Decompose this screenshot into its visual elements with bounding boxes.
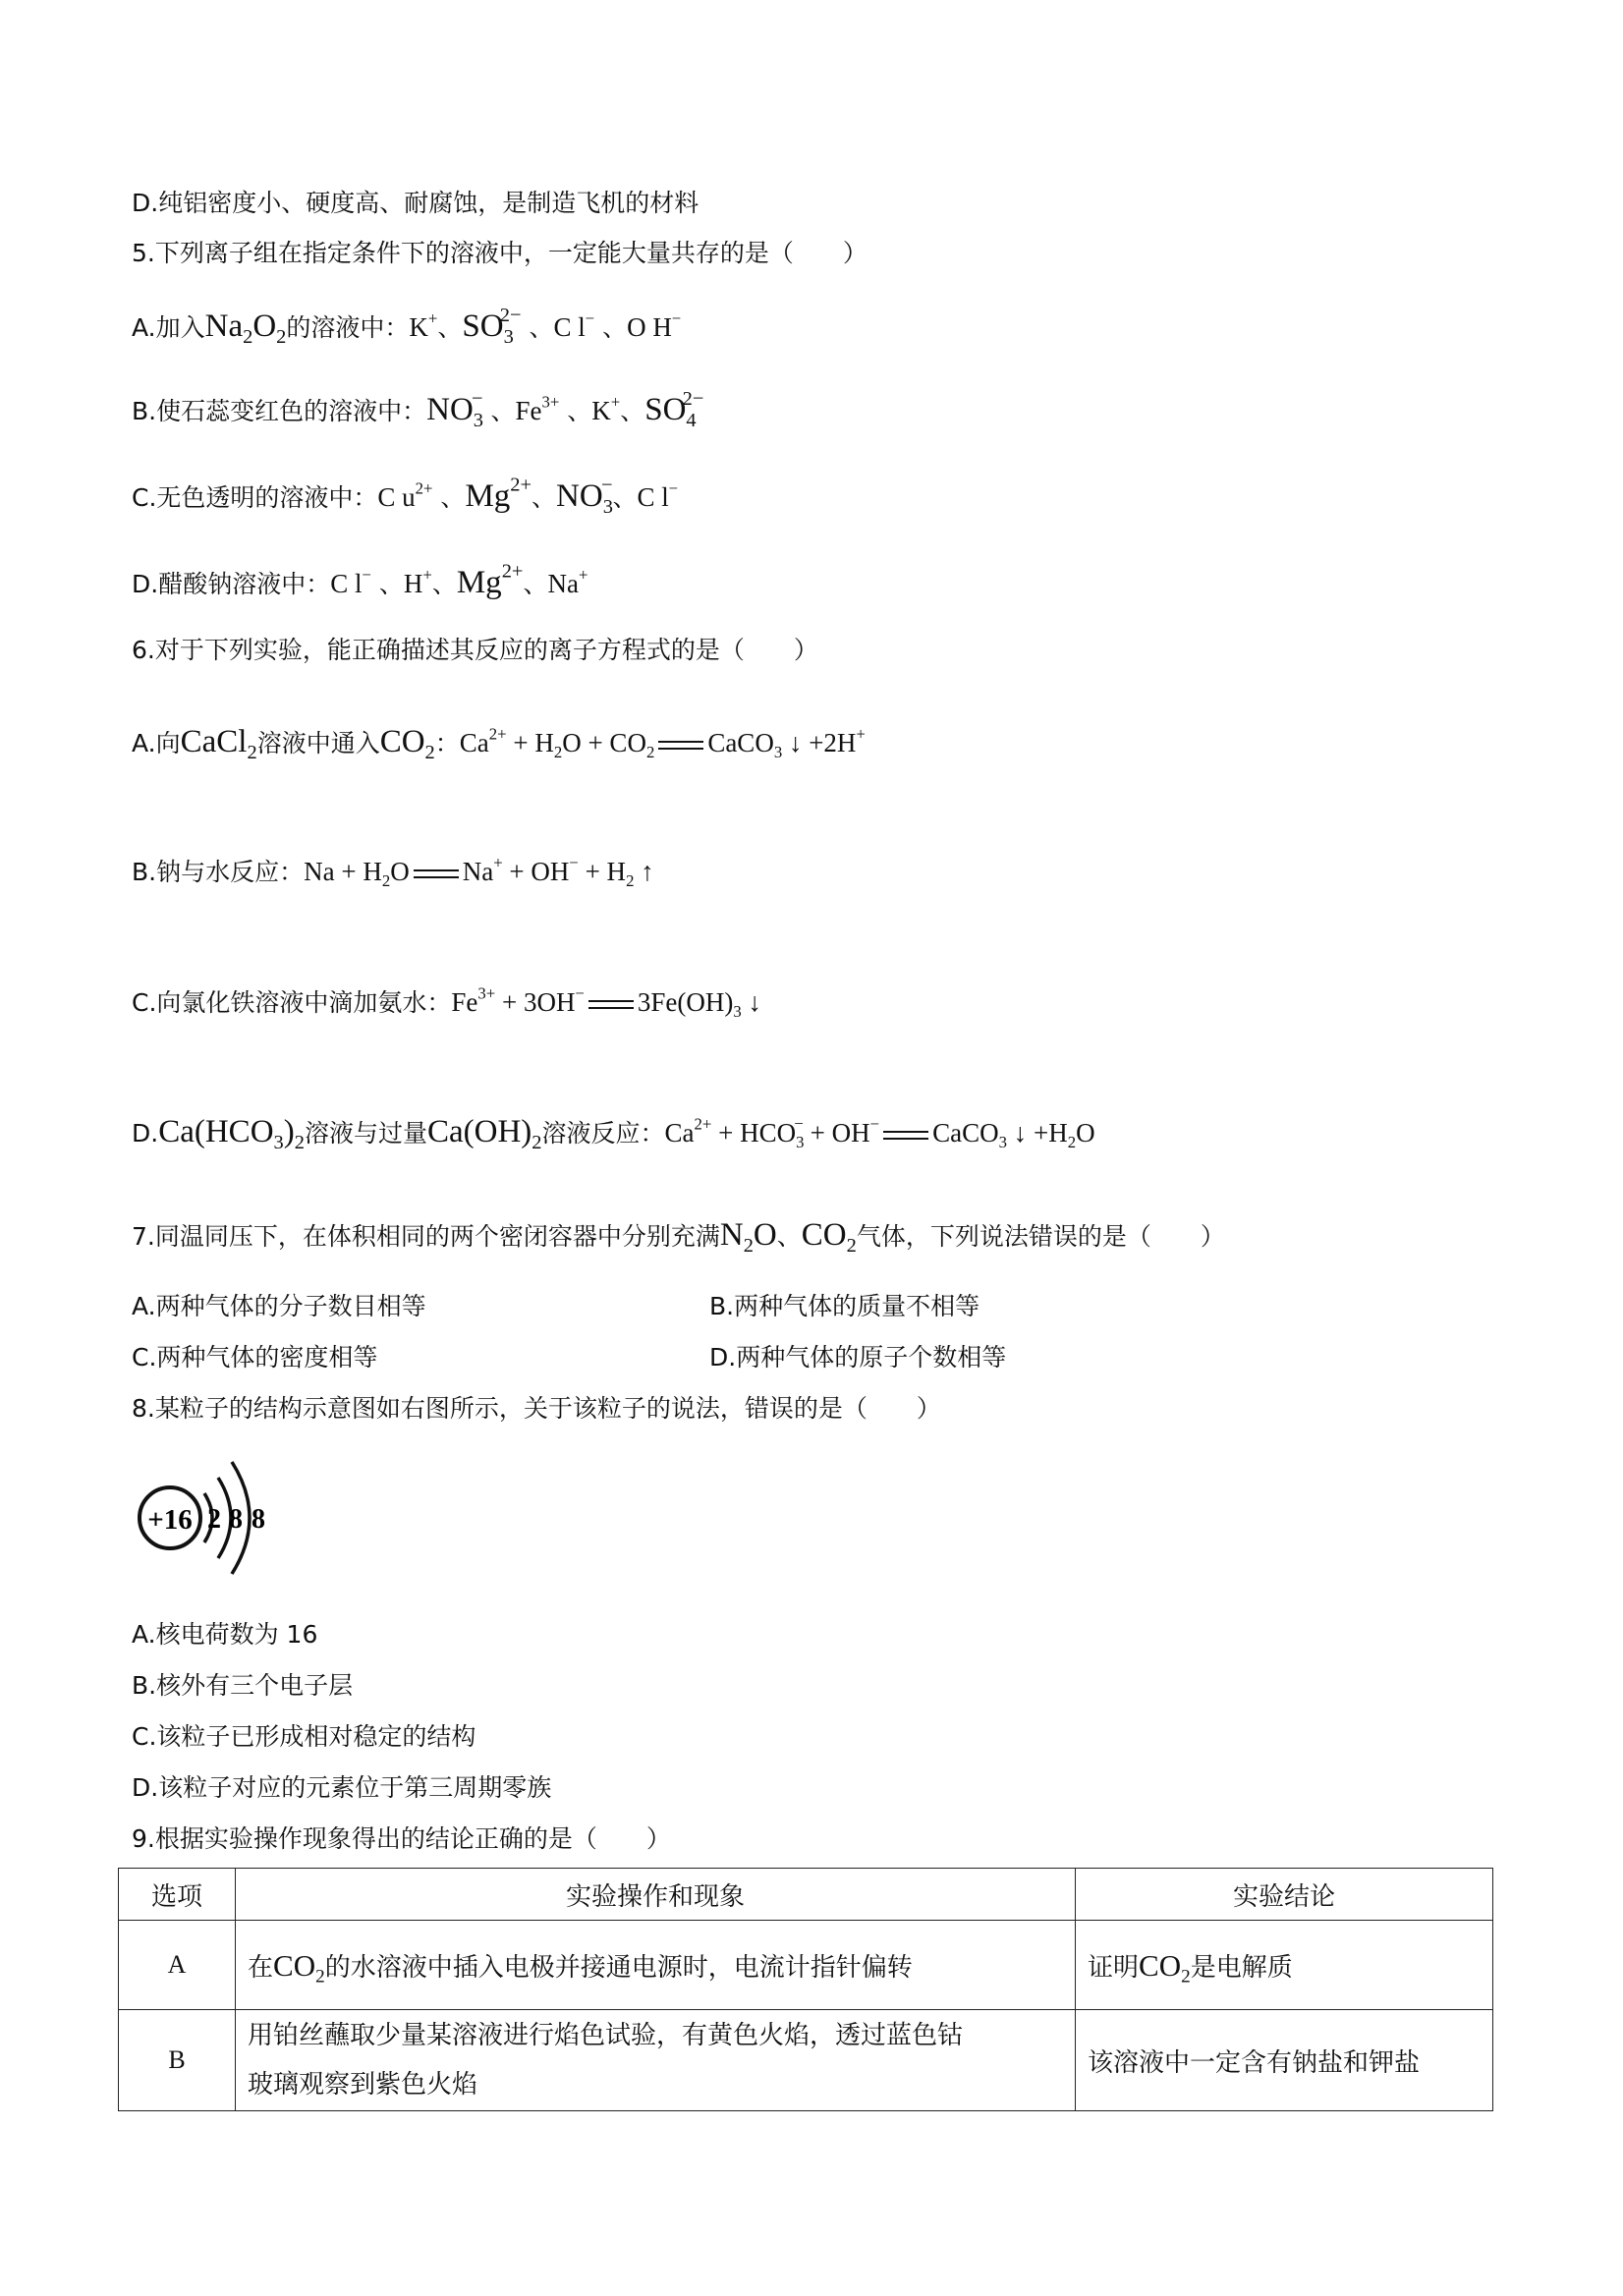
q5-b-prefix: B.使石蕊变红色的溶液中：	[132, 397, 427, 425]
row-b-conclusion: 该溶液中一定含有钠盐和钾盐	[1076, 2010, 1493, 2111]
q6-a-prefix: A.向	[132, 729, 181, 757]
nucleus-charge: +16	[147, 1504, 193, 1536]
q6-option-d: $D.Ca(HCO_3)_2$溶液与过量$Ca(OH)_2$溶液反应：$Ca^{2+} + HCO_3^- + OH^-$ CaCO$_3$ ↓ $+H_2O$	[132, 1114, 1095, 1154]
row-b-operation: 用铂丝蘸取少量某溶液进行焰色试验，有黄色火焰，透过蓝色钴 玻璃观察到紫色火焰	[236, 2010, 1076, 2111]
q6-d-prefix: D.	[132, 1119, 159, 1148]
q5-option-b: B.使石蕊变红色的溶液中：$NO_3^-$ 、$Fe^{3+}$ 、K+、$SO_4^{2-}$	[132, 387, 704, 432]
row-a-option: A	[119, 1921, 236, 2010]
q5-option-d: D.醋酸钠溶液中：C l− 、H+、$Mg^{2+}$、Na+	[132, 560, 588, 600]
q6-option-b	[132, 855, 654, 889]
row-b-option: B	[119, 2010, 236, 2111]
q5-option-a: A.加入$Na_2O_2$的溶液中：K+、$SO_3^{2-}$ 、C l− 、O H−	[132, 304, 682, 349]
q6-option-c	[132, 985, 761, 1020]
q5-a-mid: 的溶液中：	[286, 313, 410, 342]
header-operation: 实验操作和现象	[236, 1869, 1076, 1921]
q9-stem: 9.根据实验操作现象得出的结论正确的是（ ）	[132, 1824, 671, 1853]
q6-stem: 6.对于下列实验，能正确描述其反应的离子方程式的是（ ）	[132, 636, 818, 664]
q6-d-mid1: 溶液与过量	[304, 1119, 427, 1148]
q7-option-b: B.两种气体的质量不相等	[709, 1292, 980, 1320]
q7-stem: 7.同温同压下，在体积相同的两个密闭容器中分别充满$N_2O$、$CO_2$气体，下列说法错误的是（ ）	[132, 1217, 1225, 1258]
q7-stem-sep: 、	[776, 1222, 802, 1251]
formula-na2o2: $Na_2O_2$	[204, 308, 287, 349]
q5-c-prefix: C.无色透明的溶液中：	[132, 483, 378, 512]
q6-option-a: A.向CaCl$_2$溶液中通入$CO_2$：$Ca^{2+} + H_2O + CO_2$ CaCO$_3$ ↓ +2H+	[132, 724, 866, 764]
row-a-operation: 在$CO_2$的水溶液中插入电极并接通电源时，电流计指针偏转	[236, 1921, 1076, 2010]
shell-3-electrons: 8	[252, 1504, 265, 1535]
q6-b-prefix: B.钠与水反应：	[132, 858, 305, 886]
q6-c-equation: $Fe^{3+} + 3OH^-$ $3Fe(OH)_3$ ↓	[451, 983, 762, 1021]
header-conclusion: 实验结论	[1076, 1869, 1493, 1921]
q6-b-equation: $Na + H_2O$ $Na^+ + OH^- + H_2$ ↑	[304, 853, 654, 890]
q5-stem: 5.下列离子组在指定条件下的溶液中，一定能大量共存的是（ ）	[132, 239, 867, 267]
shell-2-electrons: 8	[229, 1504, 243, 1535]
q6-d-equation: $Ca^{2+} + HCO_3^- + OH^-$ CaCO$_3$ ↓ $+H_2O$	[664, 1114, 1095, 1151]
q6-a-mid2: ：	[434, 729, 460, 757]
q7-option-d: D.两种气体的原子个数相等	[709, 1343, 1007, 1372]
atomic-structure-diagram	[134, 1442, 281, 1599]
q7-stem-prefix: 7.同温同压下，在体积相同的两个密闭容器中分别充满	[132, 1222, 720, 1251]
shell-1-electrons: 2	[207, 1504, 221, 1535]
q6-a-mid1: 溶液中通入	[256, 729, 380, 757]
q6-c-prefix: C.向氯化铁溶液中滴加氨水：	[132, 988, 452, 1017]
table-header-row	[119, 1869, 1493, 1921]
q6-d-mid2: 溶液反应：	[541, 1119, 665, 1148]
header-option: 选项	[119, 1869, 236, 1921]
q7-option-c: C.两种气体的密度相等	[132, 1343, 378, 1372]
table-row	[119, 1921, 1493, 2010]
q9-table	[118, 1868, 1493, 2111]
q5-a-prefix: A.加入	[132, 313, 205, 342]
q8-option-a: A.核电荷数为 16	[132, 1620, 318, 1649]
q8-stem: 8.某粒子的结构示意图如右图所示，关于该粒子的说法，错误的是（ ）	[132, 1394, 941, 1423]
q8-option-d: D.该粒子对应的元素位于第三周期零族	[132, 1773, 552, 1802]
q5-option-c: C.无色透明的溶液中：C $u^{2+}$ 、$Mg^{2+}$、$NO_3^-$、C l−	[132, 474, 679, 519]
q4-option-d: D.纯铝密度小、硬度高、耐腐蚀，是制造飞机的材料	[132, 189, 700, 217]
table-row	[119, 2010, 1493, 2111]
q8-option-c: C.该粒子已形成相对稳定的结构	[132, 1722, 476, 1751]
q5-d-prefix: D.醋酸钠溶液中：	[132, 570, 331, 598]
q7-option-a: A.两种气体的分子数目相等	[132, 1292, 426, 1320]
q8-option-b: B.核外有三个电子层	[132, 1671, 354, 1700]
row-a-conclusion: 证明$CO_2$是电解质	[1076, 1921, 1493, 2010]
q7-stem-suffix: 气体，下列说法错误的是（ ）	[856, 1222, 1225, 1251]
q6-a-equation: $Ca^{2+} + H_2O + CO_2$ CaCO$_3$ ↓ +2H+	[459, 724, 866, 761]
